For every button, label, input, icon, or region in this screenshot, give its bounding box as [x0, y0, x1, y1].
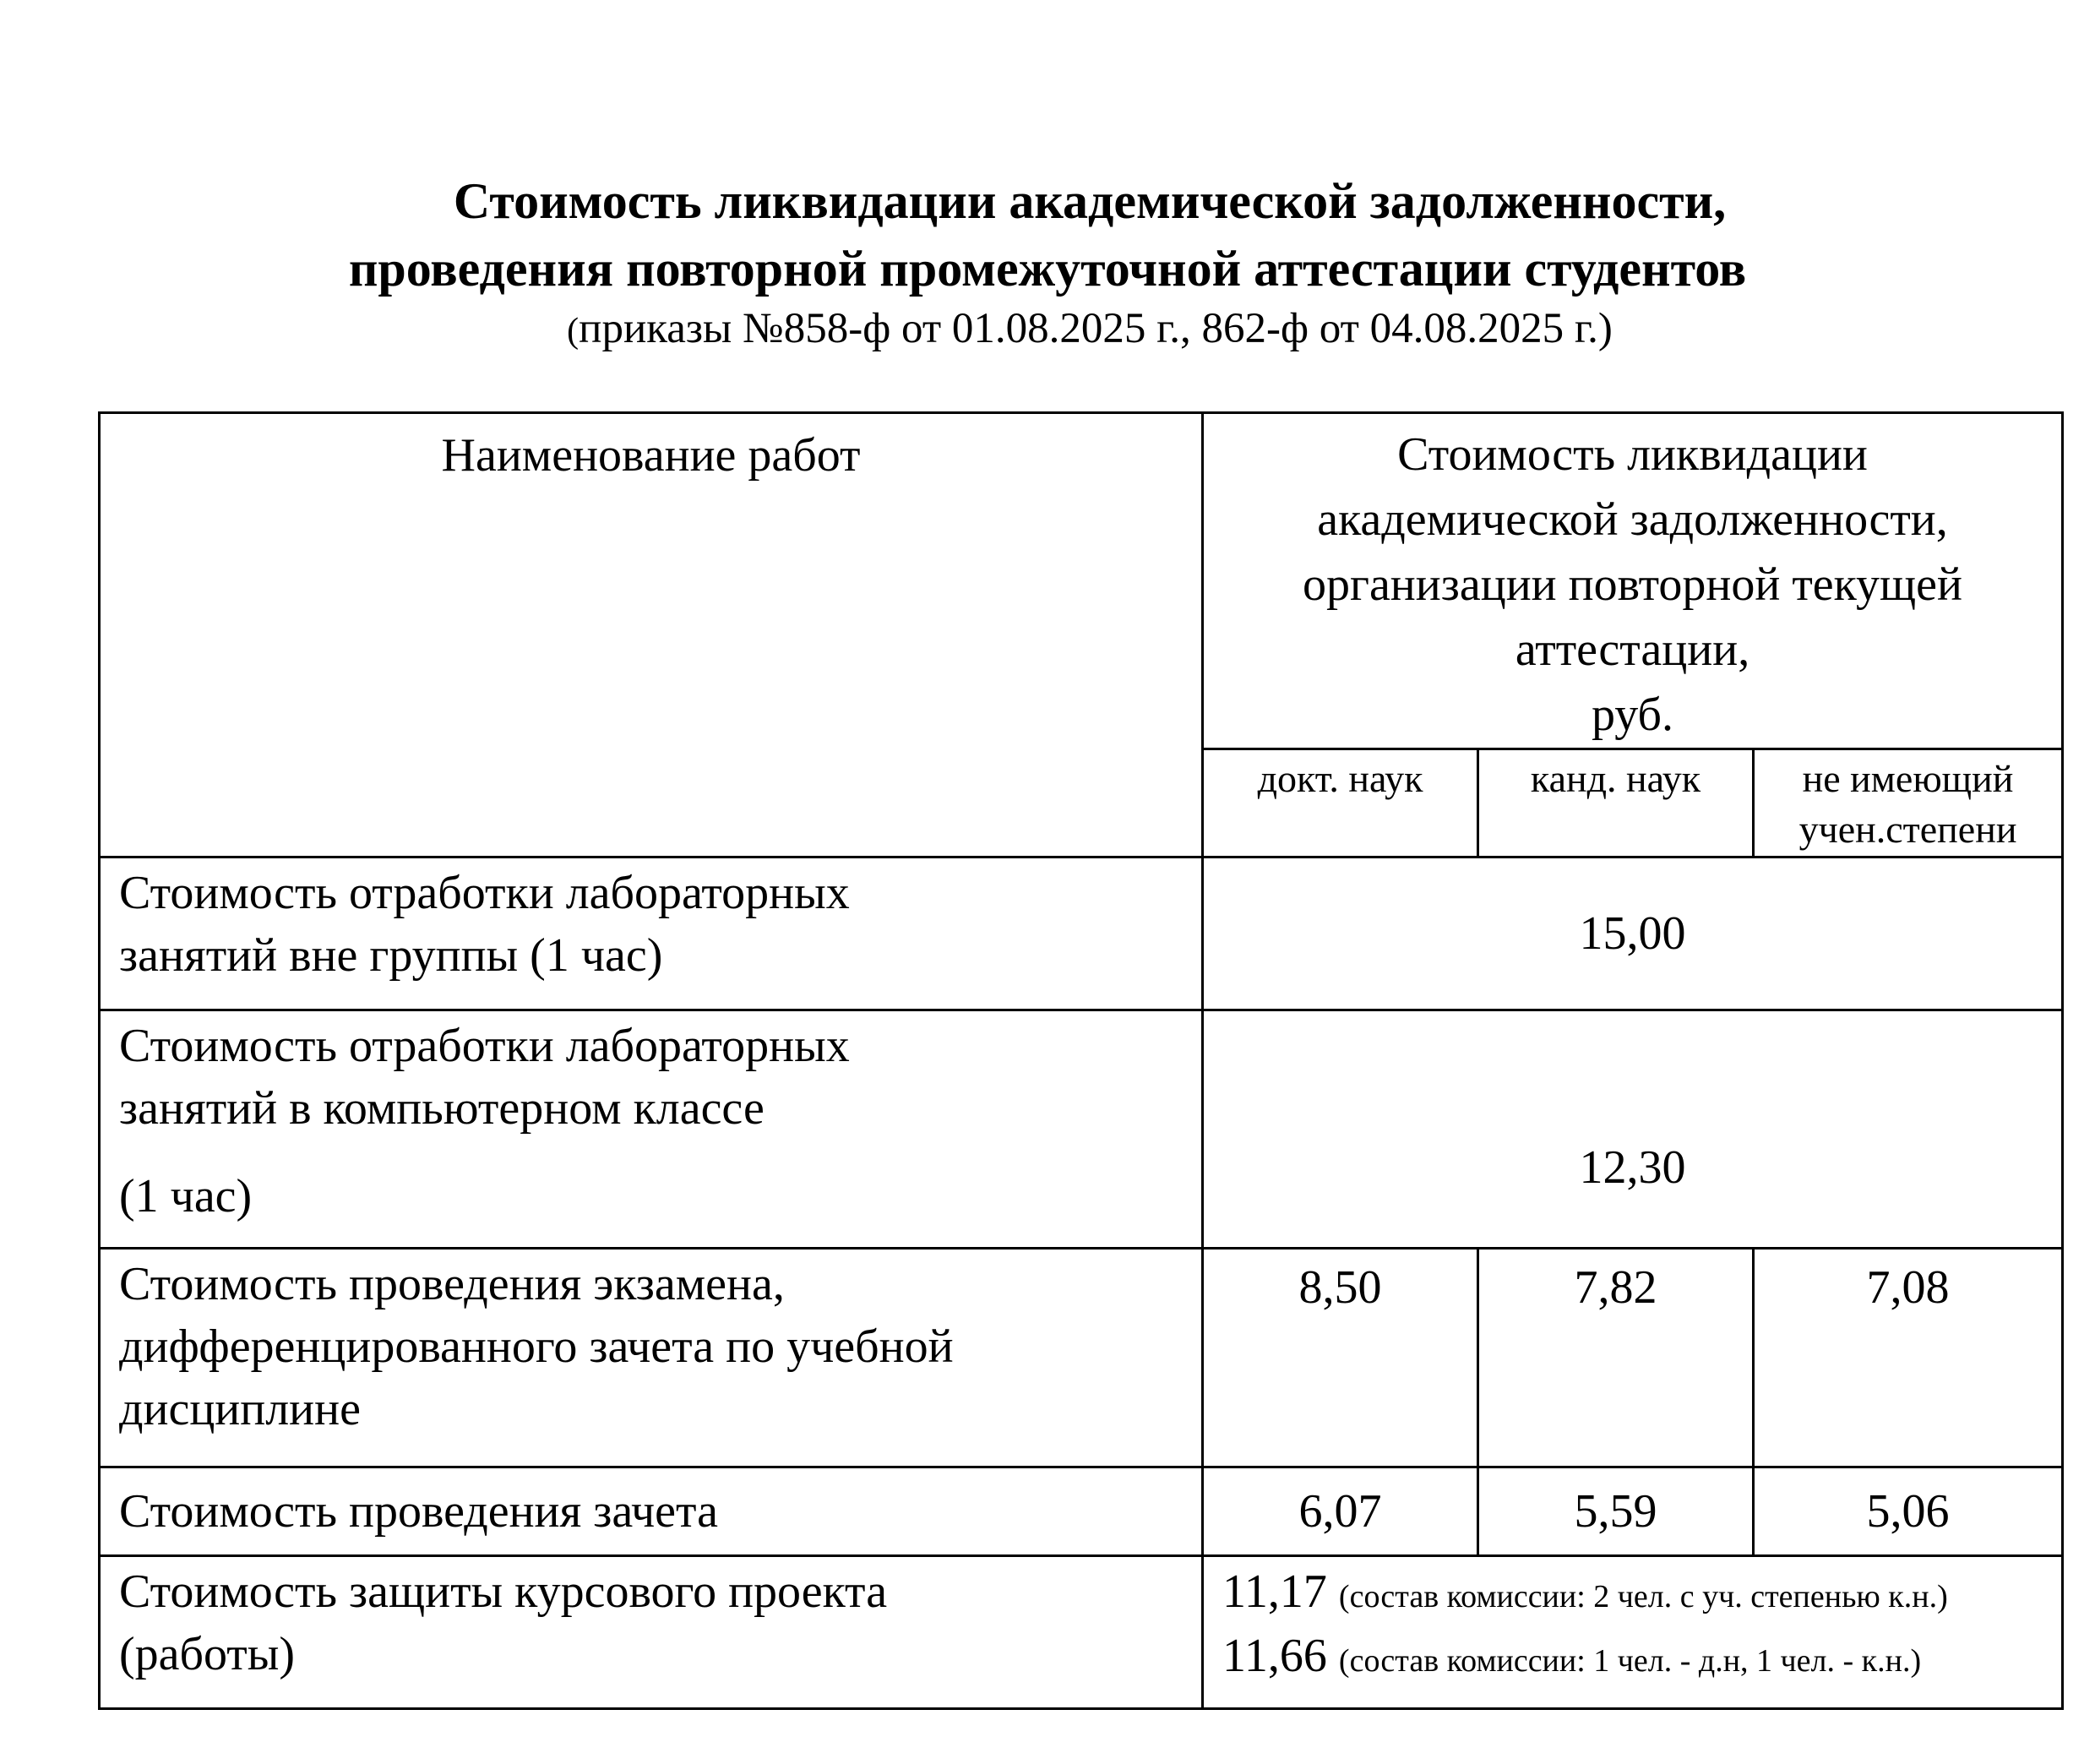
- row-value-no-degree: [1754, 1249, 2063, 1467]
- table-header-row: [100, 413, 2063, 749]
- subheader-candidate: [1478, 749, 1754, 858]
- table-row: [100, 1556, 2063, 1709]
- committee-line: [1222, 1562, 2061, 1626]
- row-name-line: Стоимость проведения экзамена,: [119, 1258, 785, 1310]
- document-title-line-2: проведения повторной промежуточной аттестации студентов: [348, 241, 1747, 297]
- committee-cell: [1203, 1556, 2063, 1709]
- document-title-line-1: Стоимость ликвидации академической задолженности,: [453, 173, 1727, 229]
- row-value: 12,30: [1579, 1141, 1686, 1194]
- subheader-doctor: [1203, 749, 1478, 858]
- row-name-cell: [100, 1249, 1203, 1467]
- row-value: 5,59: [1574, 1485, 1657, 1538]
- header-cost-line: аттестации,: [1515, 623, 1750, 676]
- table-row: [100, 1249, 2063, 1467]
- row-value-candidate: [1478, 1467, 1754, 1556]
- subheader-label: учен.степени: [1798, 808, 2017, 851]
- row-name-cell: [100, 858, 1203, 1010]
- header-name-cell: [100, 413, 1203, 858]
- header-cost-cell: [1203, 413, 2063, 749]
- committee-note: (состав комиссии: 2 чел. с уч. степенью к.н.): [1338, 1579, 1948, 1614]
- row-name-cell: [100, 1556, 1203, 1709]
- row-value: 7,82: [1574, 1261, 1657, 1314]
- row-name-line: дисциплине: [119, 1383, 361, 1435]
- row-name-line: Стоимость отработки лабораторных: [119, 1020, 850, 1072]
- subheader-no-degree: [1754, 749, 2063, 858]
- row-name-line: (1 час): [119, 1170, 253, 1222]
- row-name-cell: [100, 1010, 1203, 1249]
- row-name-line: Стоимость отработки лабораторных: [119, 867, 850, 919]
- row-value: 15,00: [1579, 907, 1686, 960]
- subtitle-text: приказы №858-ф от 01.08.2025 г., 862-ф от 04.08.2025 г.): [579, 305, 1613, 352]
- row-value-candidate: [1478, 1249, 1754, 1467]
- row-name-line: (работы): [119, 1628, 296, 1680]
- committee-line: [1222, 1626, 2061, 1690]
- row-name-line: Стоимость проведения зачета: [119, 1485, 719, 1538]
- table-row: [100, 1467, 2063, 1556]
- row-name-line: дифференцированного зачета по учебной: [119, 1320, 954, 1373]
- row-value-doctor: [1203, 1467, 1478, 1556]
- committee-note: (состав комиссии: 1 чел. - д.н, 1 чел. - к.н.): [1338, 1643, 1922, 1679]
- row-value-no-degree: [1754, 1467, 2063, 1556]
- row-value: 6,07: [1298, 1485, 1382, 1538]
- header-cost-line: организации повторной текущей: [1302, 558, 1963, 611]
- row-name-line: Стоимость защиты курсового проекта: [119, 1565, 888, 1618]
- row-name-line: занятий в компьютерном классе: [119, 1082, 765, 1135]
- document-subtitle: [42, 302, 2095, 357]
- row-value-cell: [1203, 858, 2063, 1010]
- row-value-doctor: [1203, 1249, 1478, 1467]
- row-value-cell: [1203, 1010, 2063, 1249]
- price-table: [98, 411, 2064, 1710]
- header-cost-line: руб.: [1591, 689, 1673, 741]
- subtitle-paren: (: [567, 312, 580, 351]
- committee-value: 11,17: [1222, 1565, 1327, 1618]
- subheader-label: докт. наук: [1257, 757, 1423, 800]
- table-row: [100, 858, 2063, 1010]
- header-cost-line: академической задолженности,: [1317, 493, 1948, 546]
- committee-value: 11,66: [1222, 1630, 1327, 1682]
- row-name-cell: [100, 1467, 1203, 1556]
- subheader-label: канд. наук: [1530, 757, 1701, 800]
- table-row: [100, 1010, 2063, 1249]
- subheader-label: не имеющий: [1802, 757, 2014, 800]
- row-name-line: занятий вне группы (1 час): [119, 929, 663, 982]
- row-value: 5,06: [1866, 1485, 1950, 1538]
- header-name-label: Наименование работ: [441, 429, 861, 482]
- header-cost-line: Стоимость ликвидации: [1397, 428, 1868, 481]
- row-value: 8,50: [1298, 1261, 1382, 1314]
- row-value: 7,08: [1866, 1261, 1950, 1314]
